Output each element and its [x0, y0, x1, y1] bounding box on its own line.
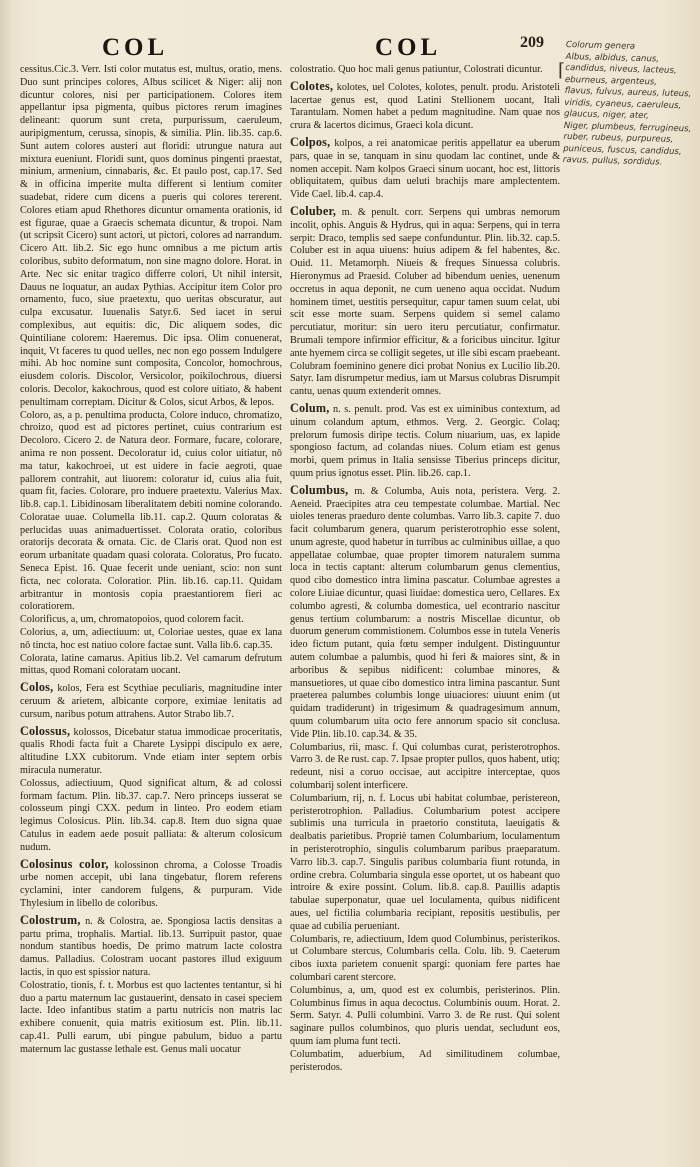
entry-text: Colorata, latine camarus. Apitius lib.2. Vel camarum defrutum mittas, quod Romani coloratam uocant. [20, 652, 282, 677]
margin-note-line: candidus, niveus, lacteus, [565, 62, 677, 76]
entry-text: Columbarium, rij, n. f. Locus ubi habitat columbae, peristereon, peristerotrophion. Palladius. Columbarium potest accipere sublimis una turricula in praetorio constituta, laeuigatis & dealbatis parietibus. Propriè tamen Columbarium, loculamentum in peristerotrophio, singulis columbarum paribus praeparatum. Varro lib.3. cap.7. Singulis paribus columbaria fiunt rotunda, in ordine crebra. Columbaria singula esse oportet, ut os habeant quo introire & exire possint. Colum. lib.8. cap.8. Pauillis adaptis tabulae superponatur, quae uel loculamenta, quibus nidificent aues, uel fictilia columbaria recipiant, repositis uestibulis, per quae ad cubilia perueniant. [290, 792, 560, 932]
entry-text: kolossos, Dicebatur statua immodicae proceritatis, qualis Rhodi facta fuit a Charete Lysippi discipulo ex aere, altitudine LXX cubitorum. Vnde etiam inter septem orbis miracula numeratur. [20, 726, 282, 777]
entry-headword: Colossus, [20, 723, 71, 738]
dictionary-entry [290, 793, 560, 934]
entry-headword: Colum, [290, 400, 330, 415]
entry-text: Columbatim, aduerbium, Ad similitudinem columbae, peristerodos. [290, 1048, 560, 1073]
handwritten-margin-notes [562, 40, 696, 203]
entry-text: kolotes, uel Colotes, kolotes, penult. produ. Aristoteli lacertae genus est, quod Latini Stellionem uocant, Itali Tarantulam. Nomen habet a pedum magnitudine. Nam quae nos crura & lacertos dicimus, Graeci kola dicunt. [290, 81, 560, 132]
margin-bracket-icon: ⌈ [558, 60, 566, 80]
margin-note-line: Niger, plumbeus, ferrugineus, [563, 120, 692, 134]
dictionary-entry [20, 778, 282, 855]
margin-note-line: Albus, albidus, canus, [565, 51, 660, 64]
dictionary-entry [290, 985, 560, 1049]
margin-note-line: glaucus, niger, ater, [563, 108, 650, 122]
entry-text: n. s. penult. prod. Vas est ex uiminibus contextum, ad uinum colandum aptum, ethmos. Verg. 2. Georgic. Colaq; prelorum fumosis diripe tectis. Colum niuarium, uas, ex lapide spongioso factum, ad colandas niues. Colum etiam est genus morbi, quem primus in Italia sensisse Tiberius princeps dicitur, quum prius ignotus esset. Plin. lib.26. cap.1. [290, 403, 560, 479]
dictionary-entry [290, 1049, 560, 1075]
running-head-left: COL [102, 34, 169, 61]
entry-text: Columbaris, re, adiectiuum, Idem quod Columbinus, peristerikos. ut Columbare stercus, Columbaris cella. Colu. lib. 9. Caeterum cibos iuxta parietem conuenit spargi: quoniam fere partes hae columbari carent stercore. [290, 933, 560, 983]
entry-text: Columbinus, a, um, quod est ex columbis, peristerinos. Plin. Columbinus fimus in aqua decoctus. Columbinis ouum. Horat. 2. Serm. Satyr. 4. Pulli columbini. Varro 3. de Re rust. Qui solent saginare pullos columbinos, quo pluris uendat, secludunt eos, quum iam pluma funt tecti. [290, 984, 560, 1047]
entry-text: kolpos, a rei anatomicae peritis appellatur ea uberum pars, quae in se, tanquam in sinu quodam lac continet, unde & nomen accepit. Nam kolpos Graeci sinum uocant, hoc est, littoris obliquitatem, quibus dam ueluti brachijs mare amplectentem. Vide Cael. lib.4. cap.4. [290, 137, 560, 201]
dictionary-entry [290, 64, 560, 77]
dictionary-entry [20, 653, 282, 679]
dictionary-entry [20, 681, 282, 721]
dictionary-entry [20, 627, 282, 653]
right-column [290, 64, 560, 1104]
dictionary-entry [290, 742, 560, 793]
entry-text: Coloro, as, a p. penultima producta, Colore induco, chromatizo, chroizo, quod est ad pictores pertinet, cuius contrarium est Decoloro. Cicero 2. de Natura deor. Formare, fucare, colorare, anima re non possent. Decoloratur id, cuius color uitiatur, nô ma tatur, kakochroei, ut est uidere in facie aegroti, quae pallorem contrahit, aut liuorem: coloratur id, cuius alia fuit, quam fit, facies. Colorare, pro induere praetextu. Valerius Max. lib.8. cap.1. Libidinosam liberalitatem debiti nomine colorando. Coloratae uuae. Columella lib.11. cap.2. Quum coloratas & perlucidas uuas animaduertisset. Colorata oratio, coloribus oratorijs decorata & ornata. Cic. de Claris orat. Quod non est eorum urbanitate quadam quasi colorata. Coloratus, Pro fucato. Seneca Epist. 16. Quae fecerit unde ueniant, scio: non sunt ficta, nec colorata. Coloratior. Plin. lib.16. cap.11. Quidam arbitrantur in montosis copia praestantiorem fieri ac coloratiorem. [20, 409, 282, 613]
margin-note-line: puniceus, fuscus, candidus, [563, 143, 682, 157]
margin-note-line: ruber, rubeus, purpureus, [563, 131, 674, 145]
dictionary-entry [290, 402, 560, 481]
margin-note-line: ravus, pullus, sordidus. [562, 154, 663, 168]
entry-text: m. & penult. corr. Serpens qui umbras nemorum incolit, ophis. Anguis & Hydrus, qui in aqua: Serpens, qui in terra serpit: Draco, templis sed saepe confunduntur. Plin. lib.32. cap.5. Coluber est in aqua uiuens: huius adipem & fel habentes, &c. Ouid. 11. Metamorph. Niueis & freques Sinuessa colubris. Hieronymus ad Praesid. Coluber ad bibendum uenies, uenenum occretus in aqua deponit, ne cum ueneno aqua occidat. Nudum hominem timet, uestitis persequitur, capur tamen suum celat, ubi scit esse morte suam. Serpens quidem si semel calamo percutiatur, moritur: sin uero iteru percutiatur, confirmatur. Brumali tempore infirmior efficitur, & a foricibus uincitur. Igitur ante hyemem circa se colligit segetes, ut ille sibi escam praebeant. Colubram foeminino genere dici probat Nonius ex Lucilio lib.20. Satyr. Iam disrumpetur medius, iam ut Marsus colubras Disrumpit cantu, uenas quum extenderit omnes. [290, 206, 560, 398]
dictionary-entry [290, 136, 560, 202]
entry-headword: Colosinus color, [20, 856, 109, 871]
margin-note-line: eburneus, argenteus, [564, 74, 658, 87]
entry-text: m. & Columba, Auis nota, peristera. Verg. 2. Aeneid. Praecipites atra ceu tempestate columbae. Martial. Nec uioles teneras praeduro dente columbas. Varro lib.3. capite 7. duo facit columbarum genera, quarum peristerotrophio esse solent, unum agreste, quod habetur in turribus ac culminibus uillae, a quo appellatae columbae, quae propter timorem naturalem summa loca in tectis captant: alterum columbarum genus clementius, quod cibo domestico intra limina pascatur. Columbae agrestes a colore Liuiae dicuntur, quasi liuidae: domestica uero, Cellares. Ex columbo agresti, & columba domestica, uel econtrario nascitur genus tertium columbarum: a nostris Miscellae dicuntur, ob duorum generum commistionem. Columbos esse in tutela Veneris ideo fictum putant, quia fœtu semper indulgent. Distinguuntur autem columbae a palumbis, quod hi feri & maiores sint, & in arboribus & sepibus nidificent: columbae minores, & mansuetiores, ut quae cibo domestico intra limina pascantur. Sunt praeterea palumbes columbis longe uiuaciores: uiuunt enim (ut quidam tradiderunt) in trigesimum & quadragesimum annum, quum columbarum uita octo fere annorum spacio sit conclusa. Vide Plin. lib.10. cap.34. & 35. [290, 485, 560, 740]
entry-text: cessitus.Cic.3. Verr. Isti color mutatus est, multus, oratio, mens. Duo sunt principes colores, Albus scilicet & Niger: alij non dicuntur colores, nisi per participationem. Colores item appellantur ipsa pigmenta, quibus pictores rerum imagines delineant: quorum sunt creta, purpurissum, caeruleum, auripigmentum, cerussa, sinopis, & similia. Plin. lib.35. cap.6. Sunt autem colores austeri aut floridi: utrungue natura aut mixtura eueniunt. Floridi sunt, quos dominus pingenti praestat, minium, armenium, cinnabaris, &c. Et paulo post, cap.17. Sed & in officina imperite multa different si lentium comiter suadebat, ridere cum dicens a pueris qui colores tererent. Colores etiam apud Rhethores dicuntur ornamenta orationis, id est figurae, quae a Graecis schemata dicuntur, & tropoi. Nam (ut scripsit Cicero) sunt actori, ut pictori, colores ad narrandum. Cicero Att. lib.2. Sic ego hunc omnibus a me pictum artis coloribus, subito deformatum, non sine magno dolore. Horat. in Arte. Nec sic enitar tragico differre colori, Ut nihil intersit, Dauus ne loquatur, an audax Pythias. Accipitur item Color pro ornamento, fuco, siue praetextu, quo ueritas obscuratur, aut culpa excusatur. Iuuenalis Satyr.6. Sed iacet in serui complexibus, aut equitis: dic, Dic aliquem sodes, dic Quintiliane colorem: Haeremus. Dic ipsa. Olim conuenerat, inquit, Vt faceres tu quod uelles, nec non ego possem Indulgere mihi. Ab hoc nomine sunt composita, Concolor, homochrous, eiusdem coloris. Discolor, Versicolor, poikilochrous, diuersi coloris. Decolor, kakochrous, quod est colore uitiato, & habent penultimam correptam. Dicitur & Colos, sicut Arbos, & lepos. [20, 64, 282, 408]
entry-text: colostratio. Quo hoc mali genus patiuntur, Colostrati dicuntur. [290, 64, 543, 75]
dictionary-entry [20, 858, 282, 911]
left-column [20, 64, 282, 1104]
entry-headword: Coluber, [290, 203, 337, 218]
entry-headword: Colostrum, [20, 912, 81, 927]
entry-headword: Colotes, [290, 78, 334, 93]
dictionary-entry [20, 64, 282, 410]
dictionary-entry [290, 205, 560, 399]
entry-text: Colorificus, a, um, chromatopoios, quod colorem facit. [20, 614, 244, 626]
dictionary-entry [20, 410, 282, 615]
entry-text: kolos, Fera est Scythiae peculiaris, magnitudine inter ceruum & arietem, albicante corpore, eximiae lenitatis ad cursum, naribus potum attrahens. Autor Strabo lib.7. [20, 683, 282, 720]
entry-text: n. & Colostra, ae. Spongiosa lactis densitas a partu prima, trophalis. Martial. lib.13. Surripuit pastor, quae nondum stantibus hoedis, De primo matrum lacte colostra damus. Palladius. Colostram uocant pastores illud exiguum lactis, in quo est spissior natura. [20, 915, 282, 978]
margin-note-line: Colorum genera [565, 40, 636, 52]
entry-text: Colossus, adiectiuum, Quod significat altum, & ad colossi formam factum. Plin. lib.37. cap.7. Nero princeps iusserat se colosseum pingi CXX. pedum in linteo. Pro eodem etiam legimus Colosicus. Plin. lib.34. cap.8. Item duo signa quae Catulus in eadem aede posuit palliata: & alterum colosicum nudum. [20, 777, 282, 853]
dictionary-entry [290, 484, 560, 742]
entry-text: Columbarius, rii, masc. f. Qui columbas curat, peristerotrophos. Varro 3. de Re rust. cap. 7. Ipsae propter pullos, quos habent, utiq; redeunt, nisi a coruo occisae, aut accipitre interceptae, quos columbarij solent interficere. [290, 741, 560, 792]
dictionary-entry [290, 80, 560, 133]
dictionary-entry [20, 980, 282, 1057]
dictionary-entry [290, 934, 560, 985]
dictionary-entry [20, 725, 282, 778]
entry-headword: Colpos, [290, 134, 331, 149]
dictionary-entry [20, 614, 282, 627]
entry-headword: Colos, [20, 680, 54, 695]
margin-note-line: flavus, fulvus, aureus, luteus, [564, 85, 692, 100]
dictionary-entry [20, 914, 282, 980]
entry-text: kolossinon chroma, a Colosse Troadis urbe nomen accepit, ubi lana tingebatur, florem referens cyclamini, inter candorem fulgens, & purpuram. Vide Thylesium in libello de coloribus. [20, 859, 282, 909]
entry-text: Colostratio, tionis, f. t. Morbus est quo lactentes tentantur, si hi duo a partu maternum lac gustauerint, densato in casei speciem lacte. Ideo infantibus statim a partu nutricis non matris lac exhibere conuenit, quia matris exitiosum est. Plin. lib.11. cap.41. Pulli earum, ubi pingue pabulum, biduo a partu maternum lac gustasse lethale est. Genus mali uocatur [20, 979, 282, 1055]
entry-text: Colorius, a, um, adiectiuum: ut, Coloriae uestes, quae ex lana nô tincta, hoc est natiuo colore factae sunt. Valla lib.6. cap.35. [20, 627, 282, 651]
entry-headword: Columbus, [290, 482, 349, 497]
margin-note-line: viridis, cyaneus, caeruleus, [564, 97, 682, 111]
running-head-right: COL [375, 34, 442, 61]
page-number: 209 [520, 34, 544, 51]
